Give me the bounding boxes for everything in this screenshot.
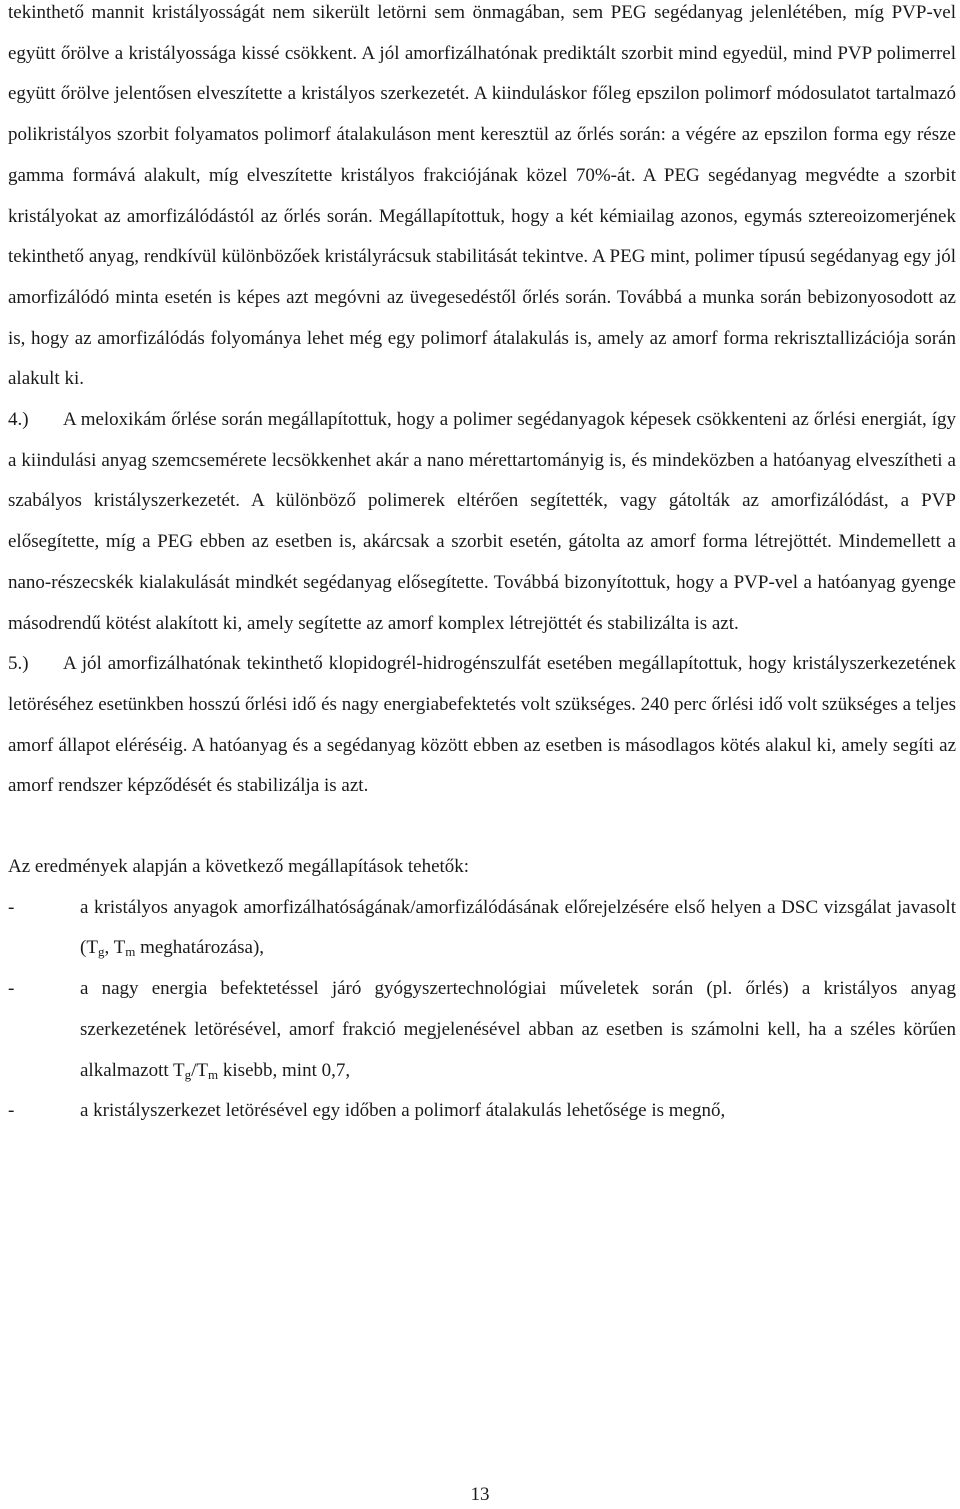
paragraph-4 (8, 400, 956, 644)
page-number: 13 (470, 1484, 490, 1505)
paragraph-5-text: A jól amorfizálhatónak tekinthető klopidogrél-hidrogénszulfát esetében megállapítottuk, hogy kristályszerkezetének letöréséhez esetünkben hosszú őrlési idő és nagy energiabefektetés volt szükséges. 240 perc őrlési idő volt szükséges a teljes amorf állapot eléréséig. A hatóanyag és a segédanyag között ebben az esetben is másodlagos kötés alakul ki, amely segíti az amorf rendszer képződését és stabilizálja is azt. (8, 653, 956, 797)
paragraph-continuation: tekinthető mannit kristályosságát nem sikerült letörni sem önmagában, sem PEG segédanyag jelenlétében, míg PVP-vel együtt őrölve a kristályossága kissé csökkent. A jól amorfizálhatónak prediktált szorbit mind egyedül, mind PVP polimerrel együtt őrölve jelentősen elveszítette a kristályos szerkezetét. A kiinduláskor főleg epszilon polimorf módosulatot tartalmazó polikristályos szorbit folyamatos polimorf átalakuláson ment keresztül az őrlés során: a végére az epszilon forma egy része gamma formává alakult, míg elveszítette kristályos frakciójának közel 70%-át. A PEG segédanyag megvédte a szorbit kristályokat az amorfizálódástól az őrlés során. Megállapítottuk, hogy a két kémiailag azonos, egymás sztereoizomerjének tekinthető anyag, rendkívül különbözőek kristályrácsuk stabilitását tekintve. A PEG mint, polimer típusú segédanyag egy jól amorfizálódó minta esetén is képes azt megóvni az üvegesedéstől őrlés során. Továbbá a munka során bebizonyosodott az is, hogy az amorfizálódás folyománya lehet még egy polimorf átalakulás is, amely az amorf forma rekrisztallizációja során alakult ki. (8, 2, 956, 390)
conclusion-item-3: - a kristályszerkezet letörésével egy időben a polimorf átalakulás lehetősége is megnő, (8, 1091, 956, 1132)
conclusion-list (8, 888, 956, 1132)
summary-intro: Az eredmények alapján a következő megállapítások tehetők: (8, 856, 470, 878)
list-dash: - (8, 1100, 15, 1122)
conclusion-item-1: - a kristályos anyagok amorfizálhatóságának/amorfizálódásának előrejelzésére első helyen a DSC vizsgálat javasolt ($T_g$, $T_m$ meghatározása), (8, 888, 956, 969)
paragraph-4-number: 4.) (8, 409, 29, 431)
paragraph-4-text: A meloxikám őrlése során megállapítottuk, hogy a polimer segédanyagok képesek csökkenteni az őrlési energiát, így a kiindulási anyag szemcsemérete lecsökkenhet akár a nano mérettartományig is, és mindeközben a hatóanyag elveszítheti a szabályos kristályszerkezetét. A különböző polimerek eltérően segítették, vagy gátolták az amorfizálódást, a PVP elősegítette, míg a PEG ebben az esetben is, akárcsak a szorbit esetén, gátolta az amorf forma létrejöttét. Mindemellett a nano-részecskék kialakulását mindkét segédanyag elősegítette. Továbbá bizonyítottuk, hogy a PVP-vel a hatóanyag gyenge másodrendű kötést alakított ki, amely segítette az amorf komplex létrejöttét és stabilizálta is azt. (8, 409, 956, 634)
list-dash: - (8, 896, 15, 918)
document-page (8, 0, 956, 1132)
list-dash: - (8, 978, 15, 1000)
paragraph-5-number: 5.) (8, 653, 29, 675)
conclusion-item-2: - a nagy energia befektetéssel járó gyógyszertechnológiai műveletek során (pl. őrlés) a kristályos anyag szerkezetének letörésével, amorf frakció megjelenésével abban az esetben is számolni kell, ha a széles körűen alkalmazott $T_g/T_m$ kisebb, mint 0,7, (8, 969, 956, 1091)
paragraph-5 (8, 644, 956, 807)
